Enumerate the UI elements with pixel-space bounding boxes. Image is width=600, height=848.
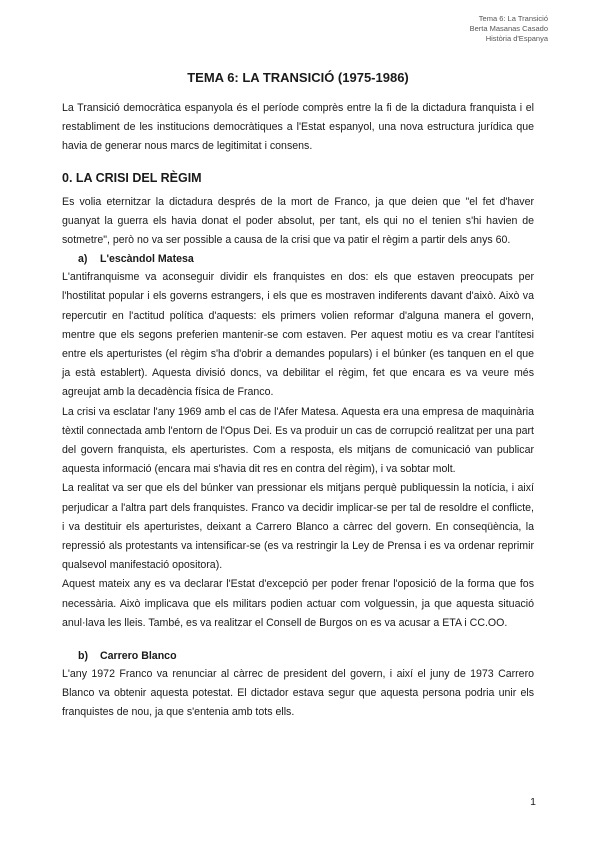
paragraph: L'any 1972 Franco va renunciar al càrrec de president del govern, i així el juny de 1973 Carrero Blanco va obtenir aquesta potestat. El dictador estava segur que aquesta persona podria unir els franquistes de nou, ja que s'entenia amb tots ells. (62, 668, 534, 719)
subsection-title: Carrero Blanco (100, 650, 177, 663)
intro-paragraph: La Transició democràtica espanyola és el període comprès entre la fi de la dictadura franquista i el restabliment de les institucions democràtiques a l'Estat espanyol, una nova estructura jurídica que havia de generar nous marcs de legitimitat i consens. (62, 102, 534, 153)
subsection-heading-matesa (78, 250, 534, 268)
subsection-marker: a) (78, 253, 88, 266)
paragraph: La crisi va esclatar l'any 1969 amb el cas de l'Afer Matesa. Aquesta era una empresa de maquinària tèxtil connectada amb l'entorn de l'Opus Dei. Es va produir un cas de corrupció realitzat per una part del govern franquista, els aperturistes. Com a resposta, els mitjans de comunicació van publicar aquesta informació (encara mai s'havia dit res en contra del règim), i va sobtar molt. (62, 405, 534, 476)
header-author: Berta Masanas Casado (469, 24, 548, 33)
subsection-marker: b) (78, 650, 88, 663)
subsection-title: L'escàndol Matesa (100, 253, 194, 266)
subsection-heading-carrero (78, 647, 534, 665)
section-crisis-paragraph: Es volia eternitzar la dictadura després de la mort de Franco, ja que deien que "el fet d'haver guanyat la guerra els havia donat el poder absolut, per tant, els qui no el tenien s'hi havien de sotmetre", però no va ser possible a causa de la crisi que va patir el règim a partir dels anys 60. (62, 195, 534, 247)
page-header (470, 14, 548, 44)
header-subject: Història d'Espanya (485, 34, 548, 43)
paragraph: La realitat va ser que els del búnker van pressionar els mitjans perquè publiquessin la notícia, i així perjudicar a l'altra part dels franquistes. Franco va decidir implicar-se per tal de resoldre el conflicte, i va destituir els aperturistes, deixant a Carrero Blanco a càrrec del govern. En conseqüència, la repressió als protestants va intensificar-se (es va restringir la Ley de Prensa i es va ordenar reprimir qualsevol manifestació opositora). (62, 482, 534, 572)
paragraph: Aquest mateix any es va declarar l'Estat d'excepció per poder frenar l'oposició de la forma que fos necessària. Això implicava que els militars podien actuar com volguessin, ja que aquesta situació anul·lava les lleis. També, es va realitzar el Consell de Burgos on es va acusar a ETA i CC.OO. (62, 578, 534, 629)
paragraph: L'antifranquisme va aconseguir dividir els franquistes en dos: els que estaven preocupats per l'hostilitat popular i els governs estrangers, i els que es mostraven indiferents davant d'això. Això va repercutir en l'actitud política d'aquests: els primers volien reformar d'alguna manera el govern, mentre que els segons preferien mantenir-se com estaven. Per aquest motiu es va crear l'antítesi entre els aperturistes (el règim s'ha d'obrir a demandes populars) i el búnker (es tanquen en el que ja està establert). Aquesta divisió doncs, va debilitar el règim, fet que encara es va veure més agreujat amb la decadència física de Franco. (62, 271, 534, 399)
header-topic: Tema 6: La Transició (478, 14, 548, 23)
section-heading-crisis: 0. LA CRISI DEL RÈGIM (62, 170, 202, 185)
document-title: TEMA 6: LA TRANSICIÓ (1975-1986) (187, 70, 409, 85)
page-number: 1 (530, 796, 536, 808)
document-body (62, 70, 534, 723)
